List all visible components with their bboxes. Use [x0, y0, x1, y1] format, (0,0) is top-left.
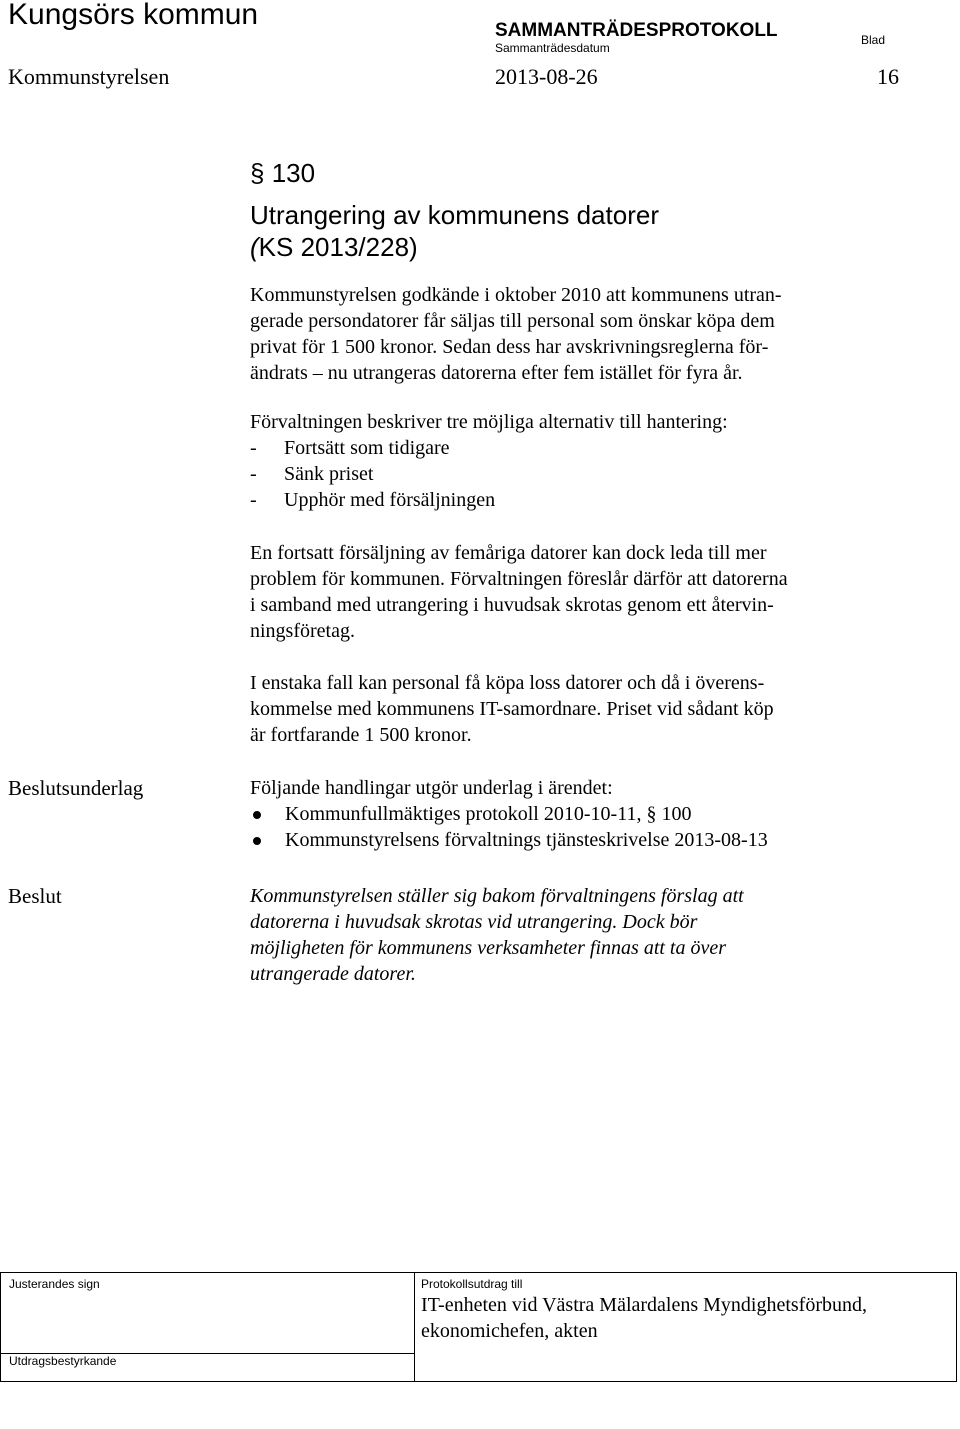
- alternative-item: [250, 461, 728, 487]
- intro-line: privat för 1 500 kronor. Sedan dess har avskrivningsreglerna för-: [250, 336, 769, 358]
- municipality-name: Kungsörs kommun: [8, 0, 259, 31]
- dash-marker: -: [250, 489, 257, 511]
- basis-section: [250, 775, 768, 853]
- governing-body: Kommunstyrelsen: [8, 64, 170, 89]
- paragraph-number: [250, 155, 315, 191]
- proposal-line: problem för kommunen. Förvaltningen föreslår därför att datorerna: [250, 568, 788, 590]
- decision-text: [250, 883, 744, 987]
- case-reference-open: (: [250, 232, 259, 262]
- alternative-item: [250, 487, 728, 513]
- page-label: Blad: [861, 33, 886, 47]
- intro-paragraph: [250, 282, 782, 386]
- proposal-line: En fortsatt försäljning av femåriga datorer kan dock leda till mer: [250, 542, 767, 564]
- document-type: SAMMANTRÄDESPROTOKOLL: [495, 20, 778, 41]
- section-title: Utrangering av kommunens datorer: [250, 200, 659, 230]
- intro-line: Kommunstyrelsen godkände i oktober 2010 att kommunens utran-: [250, 284, 782, 306]
- signature-label: Justerandes sign: [9, 1277, 100, 1291]
- exception-line: kommelse med kommunens IT-samordnare. Priset vid sådant köp: [250, 698, 774, 720]
- distribution-recipients: [421, 1292, 867, 1344]
- page-number: 16: [877, 64, 899, 89]
- footer-box: [0, 1272, 957, 1382]
- distribution-line: IT-enheten vid Västra Mälardalens Myndighetsförbund,: [421, 1294, 868, 1316]
- dash-marker: -: [250, 463, 257, 485]
- decision-line: utrangerade datorer.: [250, 963, 416, 985]
- paragraph-number-value: 130: [271, 158, 316, 188]
- basis-list: [250, 801, 768, 853]
- alternative-item: [250, 435, 728, 461]
- exception-line: I enstaka fall kan personal få köpa loss datorer och då i överens-: [250, 672, 765, 694]
- decision-label: Beslut: [8, 884, 62, 908]
- proposal-line: ningsföretag.: [250, 620, 355, 642]
- paragraph-symbol: §: [250, 158, 265, 188]
- basis-list-item: [250, 801, 768, 827]
- intro-line: gerade persondatorer får säljas till personal som önskar köpa dem: [250, 310, 775, 332]
- proposal-paragraph: [250, 540, 788, 644]
- basis-item-text: Kommunfullmäktiges protokoll 2010-10-11, § 100: [285, 803, 692, 825]
- exception-paragraph: [250, 670, 774, 748]
- decision-line: Kommunstyrelsen ställer sig bakom förvaltningens förslag att: [250, 885, 744, 907]
- meeting-date-label: Sammanträdesdatum: [495, 41, 610, 55]
- decision-line: möjligheten för kommunens verksamheter finnas att ta över: [250, 937, 727, 959]
- exception-line: är fortfarande 1 500 kronor.: [250, 724, 472, 746]
- alternatives-lead: Förvaltningen beskriver tre möjliga alternativ till hantering:: [250, 411, 728, 433]
- alternative-label: Sänk priset: [284, 463, 374, 485]
- intro-line: ändrats – nu utrangeras datorerna efter fem istället för fyra år.: [250, 362, 743, 384]
- proposal-line: i samband med utrangering i huvudsak skrotas genom ett återvin-: [250, 594, 774, 616]
- alternative-label: Upphör med försäljningen: [284, 489, 496, 511]
- alternatives-paragraph: [250, 409, 728, 513]
- basis-lead: Följande handlingar utgör underlag i ärendet:: [250, 777, 613, 799]
- basis-label: Beslutsunderlag: [8, 776, 144, 800]
- alternative-label: Fortsätt som tidigare: [284, 437, 450, 459]
- basis-item-text: Kommunstyrelsens förvaltnings tjänsteskrivelse 2013-08-13: [285, 829, 768, 851]
- bullet-icon: [253, 811, 261, 819]
- decision-line: datorerna i huvudsak skrotas vid utrangering. Dock bör: [250, 911, 698, 933]
- bullet-icon: [253, 837, 261, 845]
- case-reference-number: KS 2013/228): [258, 232, 418, 262]
- distribution-line: ekonomichefen, akten: [421, 1320, 598, 1342]
- dash-marker: -: [250, 437, 257, 459]
- meeting-date: 2013-08-26: [495, 64, 598, 89]
- extract-label: Utdragsbestyrkande: [9, 1354, 117, 1368]
- basis-list-item: [250, 827, 768, 853]
- distribution-label: Protokollsutdrag till: [421, 1277, 523, 1291]
- case-reference: [250, 231, 418, 263]
